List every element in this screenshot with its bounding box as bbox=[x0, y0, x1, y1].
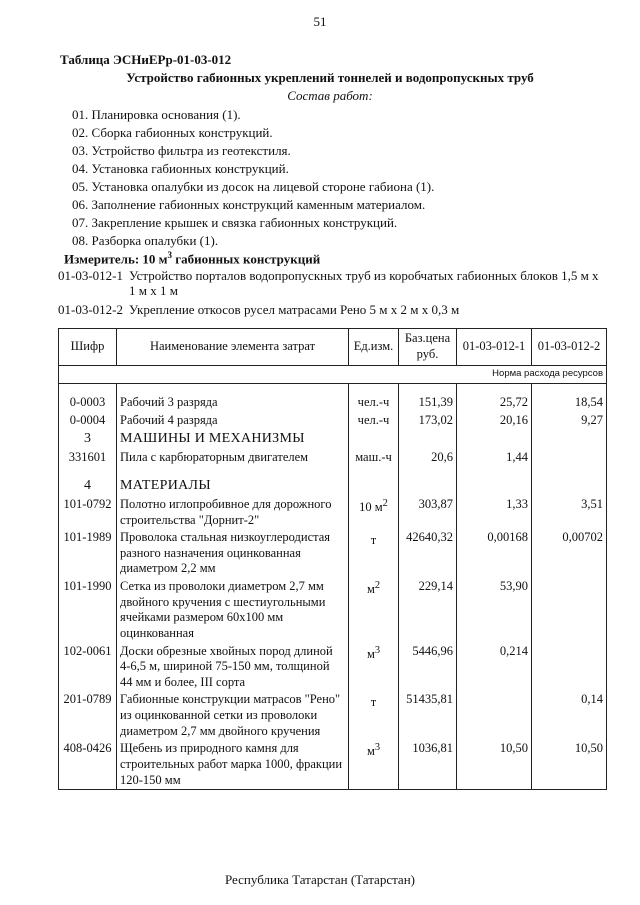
variant-text: Укрепление откосов русел матрасами Рено 5 м х 2 м х 0,3 м bbox=[129, 302, 460, 317]
cell-v1: 1,44 bbox=[457, 449, 532, 467]
meter-suffix: габионных конструкций bbox=[172, 251, 321, 267]
table-row bbox=[59, 496, 607, 529]
cell-unit bbox=[349, 529, 399, 578]
table-row bbox=[59, 643, 607, 692]
cell-v1: 1,33 bbox=[457, 496, 532, 529]
cell-name: Щебень из природного камня для строительных работ марка 1000, фракции 120-150 мм bbox=[117, 740, 349, 789]
work-item: 01. Планировка основания (1). bbox=[72, 107, 241, 122]
variants bbox=[58, 268, 603, 321]
cell-v2: 0,00702 bbox=[532, 529, 607, 578]
cell-code: 0-0004 bbox=[59, 412, 117, 430]
cell-v2: 3,51 bbox=[532, 496, 607, 529]
cell-name: Полотно иглопробивное для дорожного строительства "Дорнит-2" bbox=[117, 496, 349, 529]
unit-text: 10 м bbox=[359, 500, 383, 515]
cell-name: Рабочий 4 разряда bbox=[117, 412, 349, 430]
unit-text: т bbox=[370, 695, 377, 710]
unit-text: м bbox=[366, 646, 375, 661]
work-item: 08. Разборка опалубки (1). bbox=[72, 233, 219, 248]
cell-code: 0-0003 bbox=[59, 394, 117, 412]
cell-name: Доски обрезные хвойных пород длиной 4-6,5 м, шириной 75-150 мм, толщиной 44 мм и более, III сорта bbox=[117, 643, 349, 692]
cell-code: 201-0789 bbox=[59, 691, 117, 740]
spacer-row bbox=[59, 384, 607, 395]
meter-power: 3 bbox=[167, 250, 173, 260]
work-item: 04. Установка габионных конструкций. bbox=[72, 161, 289, 176]
cell-v1 bbox=[457, 691, 532, 740]
cell-price: 229,14 bbox=[399, 578, 457, 643]
cell-unit: чел.-ч bbox=[349, 394, 399, 412]
norma-row bbox=[59, 366, 607, 384]
section-row bbox=[59, 476, 607, 496]
table-row bbox=[59, 412, 607, 430]
header-unit: Ед.изм. bbox=[349, 329, 399, 366]
cell-unit: маш.-ч bbox=[349, 449, 399, 467]
cell-name: Рабочий 3 разряда bbox=[117, 394, 349, 412]
cell-unit bbox=[349, 691, 399, 740]
table-row bbox=[59, 740, 607, 789]
unit-text: м bbox=[366, 744, 375, 759]
variant-row bbox=[58, 268, 603, 298]
section-title: МАШИНЫ И МЕХАНИЗМЫ bbox=[117, 429, 349, 449]
resources-table bbox=[58, 328, 607, 790]
cell-unit bbox=[349, 643, 399, 692]
works-list bbox=[72, 106, 434, 250]
cell-v1: 25,72 bbox=[457, 394, 532, 412]
table-header-row bbox=[59, 329, 607, 366]
table-row bbox=[59, 529, 607, 578]
unit-power: 2 bbox=[374, 580, 381, 591]
cell-v2: 18,54 bbox=[532, 394, 607, 412]
unit-text: т bbox=[370, 533, 377, 548]
header-name: Наименование элемента затрат bbox=[117, 329, 349, 366]
cell-code: 408-0426 bbox=[59, 740, 117, 789]
cell-code: 101-1990 bbox=[59, 578, 117, 643]
work-item: 02. Сборка габионных конструкций. bbox=[72, 125, 273, 140]
cell-name: Пила с карбюраторным двигателем bbox=[117, 449, 349, 467]
meter-prefix: Измеритель: 10 м bbox=[64, 251, 168, 267]
cell-price: 20,6 bbox=[399, 449, 457, 467]
table-row bbox=[59, 578, 607, 643]
header-code: Шифр bbox=[59, 329, 117, 366]
table-id: Таблица ЭСНиЕРр-01-03-012 bbox=[60, 52, 232, 67]
header-price: Баз.цена руб. bbox=[399, 329, 457, 366]
cell-name: Сетка из проволоки диаметром 2,7 мм двойного кручения с шестиугольными ячейками размером 60х100 мм оцинкованная bbox=[117, 578, 349, 643]
cell-code: 102-0061 bbox=[59, 643, 117, 692]
cell-unit bbox=[349, 740, 399, 789]
section-row bbox=[59, 429, 607, 449]
cell-v2: 9,27 bbox=[532, 412, 607, 430]
cell-unit: чел.-ч bbox=[349, 412, 399, 430]
spacer-row bbox=[59, 466, 607, 476]
cell-price: 42640,32 bbox=[399, 529, 457, 578]
variant-code: 01-03-012-2 bbox=[58, 302, 123, 317]
work-item: 07. Закрепление крышек и связка габионных конструкций. bbox=[72, 215, 398, 230]
cell-code: 101-0792 bbox=[59, 496, 117, 529]
cell-v1: 0,00168 bbox=[457, 529, 532, 578]
work-item: 05. Установка опалубки из досок на лицевой стороне габиона (1). bbox=[72, 179, 435, 194]
cell-name: Габионные конструкции матрасов "Рено" из оцинкованной сетки из проволоки диаметром 2,7 мм двойного кручения bbox=[117, 691, 349, 740]
section-number: 3 bbox=[59, 429, 117, 449]
cell-v1: 53,90 bbox=[457, 578, 532, 643]
cell-code: 331601 bbox=[59, 449, 117, 467]
cell-unit bbox=[349, 496, 399, 529]
variant-code: 01-03-012-1 bbox=[58, 268, 123, 283]
works-heading: Состав работ: bbox=[287, 88, 373, 103]
variant-text: Устройство порталов водопропускных труб из коробчатых габионных блоков 1,5 м х 1 м х 1 м bbox=[129, 268, 599, 298]
page-number: 51 bbox=[313, 14, 327, 29]
cell-price: 51435,81 bbox=[399, 691, 457, 740]
section-number: 4 bbox=[59, 476, 117, 496]
footer-region: Республика Татарстан (Татарстан) bbox=[225, 872, 415, 887]
header-col2: 01-03-012-2 bbox=[532, 329, 607, 366]
cell-price: 151,39 bbox=[399, 394, 457, 412]
unit-power: 3 bbox=[374, 742, 381, 754]
variant-row bbox=[58, 302, 603, 317]
norma-label: Норма расхода ресурсов bbox=[59, 366, 607, 384]
unit-power: 2 bbox=[382, 497, 388, 509]
unit-text: м bbox=[366, 582, 375, 597]
cell-price: 303,87 bbox=[399, 496, 457, 529]
cell-name: Проволока стальная низкоуглеродистая разного назначения оцинкованная диаметром 2,2 мм bbox=[117, 529, 349, 578]
meter-line bbox=[64, 250, 320, 268]
cell-v2: 0,14 bbox=[532, 691, 607, 740]
work-item: 03. Устройство фильтра из геотекстиля. bbox=[72, 143, 291, 158]
header-col1: 01-03-012-1 bbox=[457, 329, 532, 366]
unit-power: 3 bbox=[374, 644, 381, 656]
cell-price: 173,02 bbox=[399, 412, 457, 430]
cell-v2 bbox=[532, 643, 607, 692]
cell-price: 5446,96 bbox=[399, 643, 457, 692]
cell-v2 bbox=[532, 578, 607, 643]
table-title: Устройство габионных укреплений тоннелей и водопропускных труб bbox=[126, 70, 534, 85]
section-title: МАТЕРИАЛЫ bbox=[117, 476, 349, 496]
table-row bbox=[59, 691, 607, 740]
cell-price: 1036,81 bbox=[399, 740, 457, 789]
cell-v1: 20,16 bbox=[457, 412, 532, 430]
table-row bbox=[59, 449, 607, 467]
cell-code: 101-1989 bbox=[59, 529, 117, 578]
cell-v1: 0,214 bbox=[457, 643, 532, 692]
work-item: 06. Заполнение габионных конструкций каменным материалом. bbox=[72, 197, 426, 212]
cell-v1: 10,50 bbox=[457, 740, 532, 789]
cell-v2: 10,50 bbox=[532, 740, 607, 789]
table-row bbox=[59, 394, 607, 412]
cell-v2 bbox=[532, 449, 607, 467]
cell-unit bbox=[349, 578, 399, 643]
